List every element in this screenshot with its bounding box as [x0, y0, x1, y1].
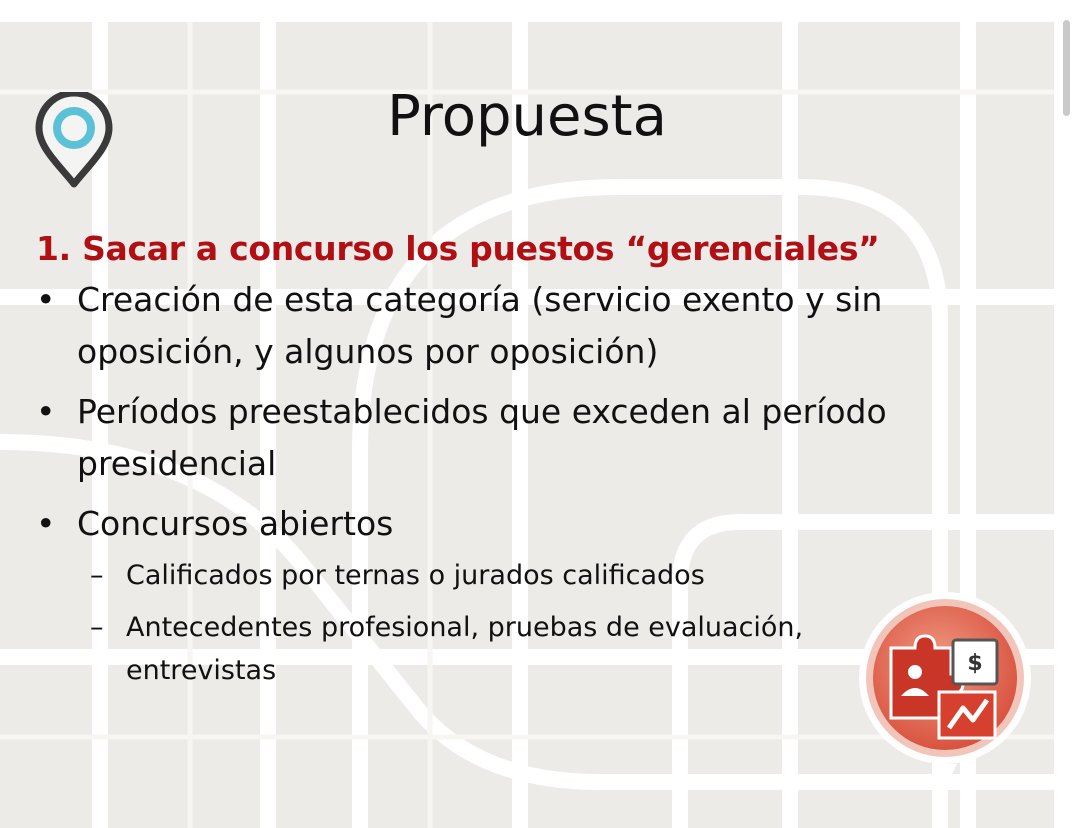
- bullet-marker: •: [36, 504, 56, 543]
- slide-title: Propuesta: [387, 84, 667, 149]
- bullet-marker: •: [36, 392, 56, 431]
- sub-bullet-marker: –: [90, 560, 104, 591]
- bullet-text: Concursos abiertos: [77, 504, 394, 543]
- dollar-symbol: $: [967, 651, 983, 676]
- scrollbar-handle[interactable]: [1063, 20, 1070, 116]
- section-heading: 1. Sacar a concurso los puestos “gerenciales”: [36, 229, 880, 268]
- sub-bullet-marker: –: [90, 612, 104, 643]
- sub-bullet-text: Calificados por ternas o jurados calificados: [126, 560, 705, 591]
- puzzle-money-growth-icon: [855, 588, 1035, 800]
- bullet-marker: •: [36, 280, 56, 319]
- sub-bullet-text: Antecedentes profesional, pruebas de evaluación, entrevistas: [126, 612, 804, 686]
- bullet-text: Creación de esta categoría (servicio exento y sin oposición, y algunos por oposición): [77, 280, 883, 371]
- bullet-text: Períodos preestablecidos que exceden al período presidencial: [77, 392, 887, 483]
